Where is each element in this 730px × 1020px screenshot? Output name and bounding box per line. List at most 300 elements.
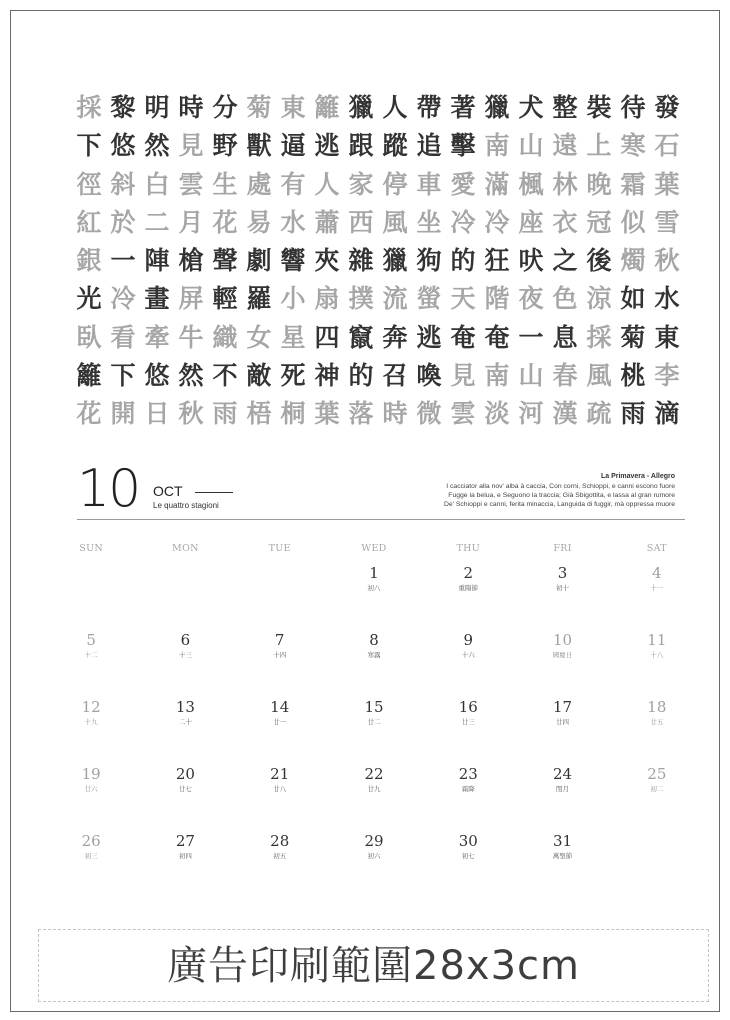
poem-char: 葉 bbox=[314, 399, 340, 429]
day-number: 17 bbox=[553, 698, 573, 716]
lunar-date: 廿四 bbox=[556, 718, 570, 726]
poem-char: 停 bbox=[382, 169, 408, 199]
poem-char: 楓 bbox=[518, 169, 544, 199]
lunar-date: 初四 bbox=[178, 852, 192, 860]
lunar-date: 廿三 bbox=[461, 718, 475, 726]
poem-char: 畫 bbox=[144, 284, 170, 314]
poem-char: 奔 bbox=[382, 322, 408, 352]
poem-char: 星 bbox=[280, 322, 306, 352]
day-number: 14 bbox=[270, 698, 290, 716]
lunar-date: 初五 bbox=[273, 852, 287, 860]
poem-char: 召 bbox=[382, 361, 408, 391]
poem-char: 桐 bbox=[280, 399, 306, 429]
lunar-date: 重陽節 bbox=[458, 584, 479, 592]
day-cell bbox=[327, 697, 421, 764]
poem-char: 陣 bbox=[144, 246, 170, 276]
poem-column bbox=[377, 89, 413, 434]
day-number: 27 bbox=[175, 832, 195, 850]
poem-char: 河 bbox=[518, 399, 544, 429]
poem-column bbox=[173, 89, 209, 434]
month-header bbox=[77, 459, 687, 521]
poem-char: 息 bbox=[552, 322, 578, 352]
day-cell bbox=[610, 563, 704, 630]
poem-char: 分 bbox=[212, 93, 238, 122]
week-row bbox=[44, 831, 704, 898]
poem-char: 狗 bbox=[416, 246, 442, 276]
week-row bbox=[44, 563, 704, 630]
poem-char: 之 bbox=[552, 246, 578, 276]
poem-char: 羅 bbox=[246, 284, 272, 314]
poem-char: 蕭 bbox=[314, 207, 340, 237]
poem-char: 水 bbox=[654, 284, 680, 314]
poem-char: 然 bbox=[178, 361, 204, 391]
day-cell bbox=[610, 630, 704, 697]
lunar-date: 廿六 bbox=[84, 785, 98, 793]
ad-print-area bbox=[38, 929, 709, 1002]
poem-char: 後 bbox=[586, 246, 612, 276]
lunar-date: 廿七 bbox=[178, 785, 192, 793]
day-cell bbox=[421, 630, 515, 697]
day-cell bbox=[138, 831, 232, 898]
sonnet-line: I cacciator alla nov' alba à caccia, Con corni, Schioppi, e canni escono fuore bbox=[446, 483, 675, 490]
poem-column bbox=[343, 89, 379, 434]
poem-char: 日 bbox=[144, 399, 170, 429]
poem-char: 晚 bbox=[586, 169, 612, 199]
day-cell bbox=[44, 764, 138, 831]
poem-char: 狂 bbox=[484, 246, 510, 276]
poem-char: 冠 bbox=[586, 207, 612, 237]
poem-column bbox=[445, 89, 481, 434]
day-number: 3 bbox=[557, 564, 568, 582]
poem-char: 春 bbox=[552, 361, 578, 391]
poem-char: 開 bbox=[110, 399, 136, 429]
poem-char: 黎 bbox=[110, 93, 136, 122]
poem-char: 南 bbox=[484, 361, 510, 391]
day-number: 8 bbox=[369, 631, 379, 649]
day-cell bbox=[327, 764, 421, 831]
day-number: 16 bbox=[458, 698, 478, 716]
day-number: 26 bbox=[81, 832, 101, 850]
poem-char: 犬 bbox=[518, 93, 544, 122]
lunar-date: 十九 bbox=[84, 718, 98, 726]
lunar-date: 十六 bbox=[461, 651, 475, 659]
lunar-date: 廿五 bbox=[650, 718, 664, 726]
poem-char: 東 bbox=[654, 322, 680, 352]
poem-char: 扇 bbox=[314, 284, 340, 314]
poem-column bbox=[411, 89, 447, 434]
day-cell bbox=[515, 630, 609, 697]
day-cell bbox=[421, 563, 515, 630]
lunar-date: 十八 bbox=[650, 651, 664, 659]
lunar-date: 初十 bbox=[556, 584, 570, 592]
poem-char: 人 bbox=[382, 93, 408, 122]
piece-title: La Primavera - Allegro bbox=[600, 473, 675, 480]
poem-column bbox=[241, 89, 277, 434]
poem-char: 雨 bbox=[212, 399, 238, 429]
poem-char: 遠 bbox=[552, 131, 578, 161]
poem-char: 雲 bbox=[178, 169, 204, 199]
day-number: 6 bbox=[180, 631, 191, 649]
poem-char: 的 bbox=[450, 246, 476, 276]
poem-char: 涼 bbox=[586, 284, 612, 314]
day-cell bbox=[327, 630, 421, 697]
poem-char: 著 bbox=[450, 93, 476, 122]
poem-char: 小 bbox=[280, 284, 306, 314]
day-number: 12 bbox=[81, 698, 101, 716]
poem-char: 採 bbox=[76, 93, 102, 122]
poem-char: 家 bbox=[348, 169, 374, 199]
poem-char: 看 bbox=[110, 322, 136, 352]
poem-column bbox=[479, 89, 515, 434]
poem-char: 山 bbox=[518, 131, 544, 161]
poem-char: 明 bbox=[144, 93, 170, 122]
poem-char: 冷 bbox=[484, 207, 510, 237]
poem-column bbox=[649, 89, 685, 434]
poem-char: 敵 bbox=[246, 361, 272, 391]
poem-char: 響 bbox=[280, 246, 306, 276]
poem-char: 擊 bbox=[450, 131, 476, 161]
poem-char: 風 bbox=[382, 207, 408, 237]
day-cell bbox=[421, 764, 515, 831]
day-number: 19 bbox=[81, 765, 101, 783]
lunar-date: 國慶日 bbox=[552, 651, 573, 659]
day-cell bbox=[421, 831, 515, 898]
poem-char: 色 bbox=[552, 284, 578, 314]
lunar-date: 十三 bbox=[178, 651, 192, 659]
lunar-date: 初七 bbox=[461, 852, 475, 860]
empty-day-cell bbox=[44, 563, 138, 630]
day-number: 25 bbox=[647, 765, 667, 783]
lunar-date: 廿九 bbox=[367, 785, 381, 793]
poem-char: 一 bbox=[518, 322, 544, 352]
poem-column bbox=[547, 89, 583, 434]
lunar-date: 二十 bbox=[178, 718, 192, 726]
day-number: 15 bbox=[364, 698, 384, 716]
poem-column bbox=[309, 89, 345, 434]
poem-char: 籬 bbox=[314, 93, 340, 122]
poem-char: 東 bbox=[280, 93, 306, 122]
poem-char: 女 bbox=[246, 322, 272, 352]
poem-char: 逃 bbox=[416, 322, 442, 352]
day-number: 10 bbox=[553, 631, 573, 649]
day-cell bbox=[515, 563, 609, 630]
weekday-sat: SAT bbox=[646, 543, 667, 554]
weekday-row bbox=[44, 543, 704, 563]
poem-char: 冷 bbox=[110, 284, 136, 314]
poem-char: 白 bbox=[144, 169, 170, 199]
day-cell bbox=[327, 831, 421, 898]
poem-char: 獵 bbox=[382, 246, 408, 276]
poem-char: 悠 bbox=[144, 361, 170, 391]
weekday-thu: THU bbox=[456, 543, 481, 554]
poem-char: 有 bbox=[280, 169, 306, 199]
day-cell bbox=[44, 831, 138, 898]
day-cell bbox=[515, 697, 609, 764]
week-row bbox=[44, 764, 704, 831]
poem-char: 冷 bbox=[450, 207, 476, 237]
day-cell bbox=[233, 697, 327, 764]
month-label-rule bbox=[195, 492, 233, 493]
calendar-page bbox=[10, 10, 720, 1012]
poem-char: 奄 bbox=[484, 322, 510, 352]
poem-char: 夜 bbox=[518, 284, 544, 314]
lunar-date: 十四 bbox=[273, 651, 287, 659]
poem-char: 秋 bbox=[654, 246, 680, 276]
empty-day-cell bbox=[610, 831, 704, 898]
day-cell bbox=[327, 563, 421, 630]
poem-char: 斜 bbox=[110, 169, 136, 199]
poem-char: 如 bbox=[620, 284, 646, 314]
poem-char: 漢 bbox=[552, 399, 578, 429]
day-cell bbox=[610, 697, 704, 764]
poem-char: 李 bbox=[654, 361, 680, 391]
poem-char: 花 bbox=[212, 207, 238, 237]
day-number: 23 bbox=[458, 765, 478, 783]
poem-grid bbox=[71, 89, 683, 439]
poem-char: 臥 bbox=[76, 322, 102, 352]
day-cell bbox=[421, 697, 515, 764]
poem-char: 下 bbox=[76, 131, 102, 161]
lunar-date: 萬聖節 bbox=[552, 852, 573, 860]
poem-char: 風 bbox=[586, 361, 612, 391]
poem-char: 槍 bbox=[178, 246, 204, 276]
poem-char: 燭 bbox=[620, 246, 646, 276]
poem-char: 裝 bbox=[586, 93, 612, 122]
poem-char: 車 bbox=[416, 169, 442, 199]
poem-char: 織 bbox=[212, 322, 238, 352]
day-number: 31 bbox=[553, 832, 573, 850]
day-cell bbox=[44, 697, 138, 764]
weeks bbox=[44, 563, 704, 898]
poem-char: 西 bbox=[348, 207, 374, 237]
poem-char: 二 bbox=[144, 207, 170, 237]
poem-column bbox=[139, 89, 175, 434]
day-cell bbox=[515, 764, 609, 831]
day-number: 9 bbox=[463, 631, 474, 649]
poem-char: 菊 bbox=[620, 322, 646, 352]
poem-char: 見 bbox=[450, 361, 476, 391]
poem-char: 易 bbox=[246, 207, 272, 237]
poem-char: 寒 bbox=[620, 131, 646, 161]
poem-char: 徑 bbox=[76, 169, 102, 199]
season-subtitle: Le quattro stagioni bbox=[153, 501, 219, 510]
poem-char: 銀 bbox=[76, 246, 102, 276]
day-cell bbox=[515, 831, 609, 898]
day-number: 18 bbox=[647, 698, 667, 716]
empty-day-cell bbox=[138, 563, 232, 630]
poem-char: 花 bbox=[76, 399, 102, 429]
poem-char: 追 bbox=[416, 131, 442, 161]
day-number: 1 bbox=[369, 564, 379, 582]
poem-char: 雪 bbox=[654, 207, 680, 237]
poem-char: 喚 bbox=[416, 361, 442, 391]
poem-column bbox=[71, 89, 107, 434]
day-number: 13 bbox=[175, 698, 195, 716]
day-number: 28 bbox=[270, 832, 290, 850]
poem-char: 屏 bbox=[178, 284, 204, 314]
poem-char: 雜 bbox=[348, 246, 374, 276]
poem-char: 夾 bbox=[314, 246, 340, 276]
sonnet-block bbox=[345, 472, 675, 509]
poem-char: 不 bbox=[212, 361, 238, 391]
weekday-sun: SUN bbox=[79, 543, 103, 554]
poem-char: 微 bbox=[416, 399, 442, 429]
poem-char: 蹤 bbox=[382, 131, 408, 161]
day-number: 7 bbox=[274, 631, 285, 649]
month-number: 10 bbox=[77, 459, 140, 519]
ad-text: 廣告印刷範圍28x3cm bbox=[167, 943, 580, 989]
poem-char: 光 bbox=[76, 284, 102, 314]
poem-char: 聲 bbox=[212, 246, 238, 276]
lunar-date: 初八 bbox=[367, 584, 381, 592]
day-cell bbox=[233, 764, 327, 831]
weekday-fri: FRI bbox=[553, 543, 572, 554]
poem-char: 處 bbox=[246, 169, 272, 199]
poem-char: 上 bbox=[586, 131, 612, 161]
poem-char: 滿 bbox=[484, 169, 510, 199]
poem-char: 秋 bbox=[178, 399, 204, 429]
poem-char: 牽 bbox=[144, 322, 170, 352]
poem-column bbox=[615, 89, 651, 434]
poem-char: 衣 bbox=[552, 207, 578, 237]
day-cell bbox=[233, 831, 327, 898]
poem-char: 於 bbox=[110, 207, 136, 237]
poem-char: 神 bbox=[314, 361, 340, 391]
poem-char: 紅 bbox=[76, 207, 102, 237]
poem-char: 逃 bbox=[314, 131, 340, 161]
poem-char: 水 bbox=[280, 207, 306, 237]
poem-char: 劇 bbox=[246, 246, 272, 276]
poem-char: 吠 bbox=[518, 246, 544, 276]
lunar-date: 寒露 bbox=[367, 651, 381, 659]
poem-char: 滴 bbox=[654, 399, 680, 429]
lunar-date: 十二 bbox=[84, 651, 98, 659]
poem-column bbox=[513, 89, 549, 434]
poem-char: 葉 bbox=[654, 169, 680, 199]
lunar-date: 霜降 bbox=[461, 785, 475, 793]
lunar-date: 閏月 bbox=[556, 785, 570, 793]
poem-char: 山 bbox=[518, 361, 544, 391]
day-number: 4 bbox=[652, 564, 662, 582]
lunar-date: 廿一 bbox=[273, 718, 287, 726]
poem-char: 石 bbox=[654, 131, 680, 161]
poem-char: 待 bbox=[620, 93, 646, 122]
poem-column bbox=[105, 89, 141, 434]
poem-char: 南 bbox=[484, 131, 510, 161]
day-number: 2 bbox=[463, 564, 474, 582]
poem-char: 霜 bbox=[620, 169, 646, 199]
poem-char: 雲 bbox=[450, 399, 476, 429]
poem-char: 梧 bbox=[246, 399, 272, 429]
sonnet-line: De' Schioppi e canni, ferita minaccia, Languida di fuggir, mà oppressa muore bbox=[443, 501, 675, 508]
poem-char: 竄 bbox=[348, 322, 374, 352]
month-label: OCT bbox=[153, 483, 183, 499]
poem-char: 牛 bbox=[178, 322, 204, 352]
poem-char: 籬 bbox=[76, 361, 102, 391]
day-cell bbox=[44, 630, 138, 697]
poem-char: 天 bbox=[450, 284, 476, 314]
poem-char: 的 bbox=[348, 361, 374, 391]
poem-char: 菊 bbox=[246, 93, 272, 122]
poem-char: 淡 bbox=[484, 399, 510, 429]
poem-char: 奄 bbox=[450, 322, 476, 352]
poem-char: 撲 bbox=[348, 284, 374, 314]
poem-char: 座 bbox=[518, 207, 544, 237]
day-cell bbox=[138, 630, 232, 697]
poem-char: 獸 bbox=[246, 131, 272, 161]
poem-char: 帶 bbox=[416, 93, 442, 122]
weekday-wed: WED bbox=[361, 543, 387, 554]
poem-char: 生 bbox=[212, 169, 238, 199]
poem-char: 獵 bbox=[348, 93, 374, 122]
poem-char: 流 bbox=[382, 284, 408, 314]
poem-char: 落 bbox=[348, 399, 374, 429]
poem-char: 愛 bbox=[450, 169, 476, 199]
poem-char: 獵 bbox=[484, 93, 510, 122]
poem-char: 然 bbox=[144, 131, 170, 161]
poem-char: 桃 bbox=[620, 361, 646, 391]
poem-char: 四 bbox=[314, 322, 340, 352]
weekday-mon: MON bbox=[172, 543, 199, 554]
day-number: 5 bbox=[86, 631, 96, 649]
week-row bbox=[44, 630, 704, 697]
poem-char: 逼 bbox=[280, 131, 306, 161]
lunar-date: 廿八 bbox=[273, 785, 287, 793]
poem-char: 坐 bbox=[416, 207, 442, 237]
empty-day-cell bbox=[233, 563, 327, 630]
calendar-grid bbox=[44, 543, 704, 898]
poem-char: 雨 bbox=[620, 399, 646, 429]
lunar-date: 廿二 bbox=[367, 718, 381, 726]
day-cell bbox=[138, 697, 232, 764]
poem-char: 見 bbox=[178, 131, 204, 161]
header-divider bbox=[77, 519, 685, 520]
poem-char: 跟 bbox=[348, 131, 374, 161]
poem-char: 輕 bbox=[212, 284, 238, 314]
day-number: 22 bbox=[364, 765, 384, 783]
poem-char: 時 bbox=[178, 93, 204, 122]
day-cell bbox=[233, 630, 327, 697]
poem-column bbox=[581, 89, 617, 434]
poem-char: 時 bbox=[382, 399, 408, 429]
poem-column bbox=[275, 89, 311, 434]
weekday-tue: TUE bbox=[268, 543, 291, 554]
poem-char: 一 bbox=[110, 246, 136, 276]
day-number: 20 bbox=[175, 765, 195, 783]
poem-char: 人 bbox=[314, 169, 340, 199]
poem-char: 月 bbox=[178, 207, 204, 237]
day-cell bbox=[610, 764, 704, 831]
poem-column bbox=[207, 89, 243, 434]
poem-char: 發 bbox=[654, 93, 680, 122]
poem-char: 林 bbox=[552, 169, 578, 199]
lunar-date: 初二 bbox=[650, 785, 664, 793]
sonnet-line: Fugge la belua, e Seguono la traccia; Già Sbigottita, e lassa al gran rumore bbox=[448, 492, 675, 499]
poem-char: 悠 bbox=[110, 131, 136, 161]
day-cell bbox=[138, 764, 232, 831]
poem-char: 下 bbox=[110, 361, 136, 391]
poem-char: 死 bbox=[280, 361, 306, 391]
day-number: 24 bbox=[553, 765, 573, 783]
day-number: 30 bbox=[458, 832, 478, 850]
poem-char: 螢 bbox=[416, 284, 442, 314]
day-number: 29 bbox=[364, 832, 384, 850]
poem-char: 似 bbox=[620, 207, 646, 237]
lunar-date: 初三 bbox=[84, 852, 98, 860]
lunar-date: 十一 bbox=[650, 584, 664, 592]
day-number: 21 bbox=[270, 765, 290, 783]
poem-char: 野 bbox=[212, 131, 238, 161]
